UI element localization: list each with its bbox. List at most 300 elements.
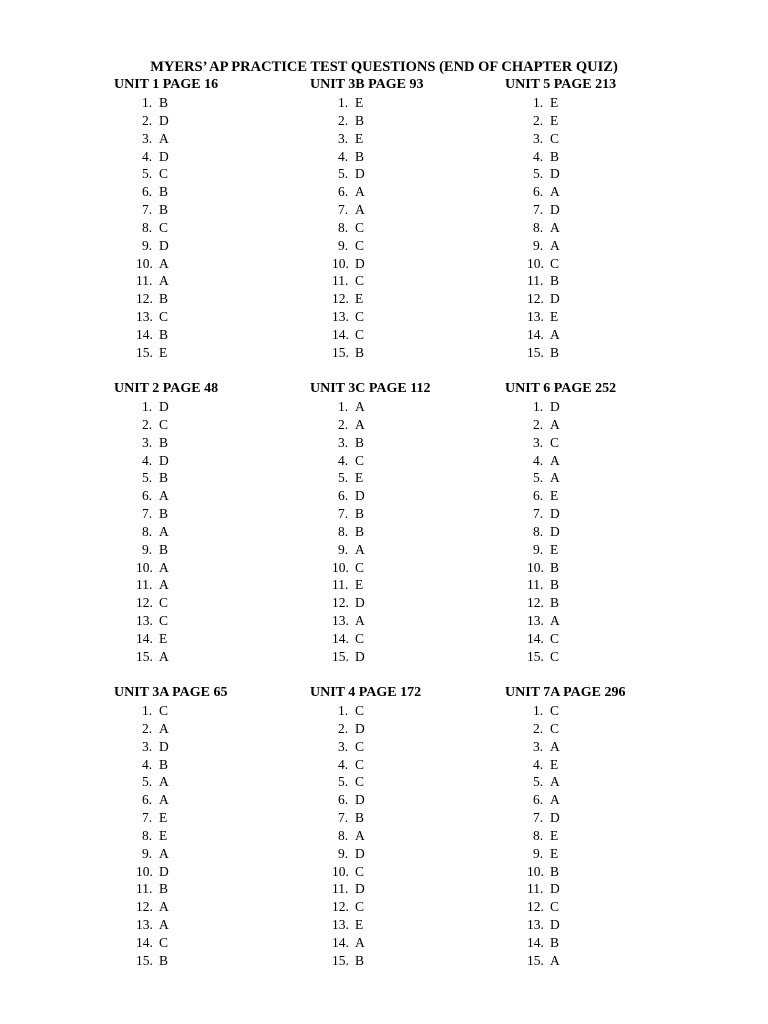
answer-row [505, 559, 695, 577]
answer-row [310, 738, 500, 756]
question-number: 15. [332, 952, 349, 968]
answer-letter: D [355, 881, 365, 897]
answer-letter: C [550, 703, 560, 718]
answer-row [114, 720, 304, 738]
answer-letter: D [355, 792, 365, 808]
question-number: 4. [142, 452, 153, 468]
answer-letter: E [550, 112, 559, 128]
answer-letter: B [159, 470, 169, 486]
answer-row [114, 398, 304, 416]
answer-row [310, 756, 500, 774]
answer-letter: D [159, 399, 169, 414]
question-number: 3. [338, 434, 349, 450]
answer-letter: E [355, 577, 364, 593]
answer-row [310, 434, 500, 452]
answer-section-unit-6 [505, 380, 695, 666]
answer-row [505, 183, 695, 201]
question-number: 5. [338, 166, 349, 182]
question-number: 13. [527, 613, 544, 629]
question-number: 2. [338, 416, 349, 432]
question-number: 8. [142, 219, 153, 235]
question-number: 11. [136, 273, 153, 289]
question-number: 7. [533, 810, 544, 826]
answer-letter: B [550, 148, 560, 164]
answer-letter: A [159, 720, 169, 736]
question-number: 1. [142, 399, 153, 414]
answer-letter: E [550, 756, 559, 772]
answer-letter: C [159, 166, 169, 182]
answer-row [310, 452, 500, 470]
question-number: 12. [136, 595, 153, 611]
answer-letter: D [550, 917, 560, 933]
question-number: 5. [142, 774, 153, 790]
answer-row [114, 255, 304, 273]
answer-row [114, 487, 304, 505]
answer-letter: A [355, 399, 365, 414]
question-number: 12. [527, 899, 544, 915]
question-number: 3. [533, 130, 544, 146]
answer-letter: D [355, 720, 365, 736]
answer-letter: A [355, 827, 365, 843]
section-heading: UNIT 2 PAGE 48 [114, 381, 219, 396]
answer-row [505, 594, 695, 612]
answer-row [114, 523, 304, 541]
answer-row [505, 201, 695, 219]
answer-letter: B [550, 559, 560, 575]
answer-row [505, 791, 695, 809]
answer-letter: C [550, 255, 560, 271]
answer-row [505, 934, 695, 952]
answer-letter: A [355, 613, 365, 629]
question-number: 14. [527, 630, 544, 646]
question-number: 7. [142, 506, 153, 522]
answer-letter: B [355, 506, 365, 522]
question-number: 12. [527, 595, 544, 611]
answer-row [114, 165, 304, 183]
section-heading: UNIT 7A PAGE 296 [505, 685, 626, 700]
answer-row [505, 112, 695, 130]
question-number: 2. [142, 720, 153, 736]
question-number: 3. [338, 130, 349, 146]
question-number: 9. [533, 541, 544, 557]
answer-section-unit-4 [310, 684, 500, 970]
answer-letter: C [355, 273, 365, 289]
question-number: 11. [136, 881, 153, 897]
answer-letter: C [355, 559, 365, 575]
question-number: 4. [142, 756, 153, 772]
answer-row [505, 308, 695, 326]
answer-row [114, 416, 304, 434]
answer-row [310, 148, 500, 166]
answer-row [505, 576, 695, 594]
answer-row [310, 255, 500, 273]
answer-letter: A [159, 255, 169, 271]
answer-row [310, 308, 500, 326]
answer-letter: D [159, 237, 169, 253]
answer-row [505, 612, 695, 630]
question-number: 5. [533, 774, 544, 790]
answer-row [310, 720, 500, 738]
section-heading: UNIT 6 PAGE 252 [505, 381, 617, 396]
answer-row [310, 791, 500, 809]
answer-row [505, 344, 695, 362]
question-number: 10. [527, 255, 544, 271]
question-number: 12. [332, 899, 349, 915]
answer-row [310, 702, 500, 720]
answer-letter: A [550, 792, 560, 808]
question-number: 9. [142, 237, 153, 253]
answer-letter: C [159, 219, 169, 235]
answer-row [505, 326, 695, 344]
answer-letter: D [550, 881, 560, 897]
answer-letter: A [159, 845, 169, 861]
question-number: 1. [533, 703, 544, 718]
question-number: 5. [142, 166, 153, 182]
answer-letter: A [159, 523, 169, 539]
answer-row [114, 702, 304, 720]
answer-row [310, 165, 500, 183]
answer-row [310, 952, 500, 970]
question-number: 5. [533, 166, 544, 182]
answer-row [310, 487, 500, 505]
answer-row [505, 845, 695, 863]
answer-row [310, 630, 500, 648]
answer-letter: C [355, 309, 365, 325]
answer-row [114, 576, 304, 594]
answer-letter: A [550, 774, 560, 790]
question-number: 14. [332, 326, 349, 342]
question-number: 4. [533, 148, 544, 164]
answer-row [310, 916, 500, 934]
question-number: 1. [338, 703, 349, 718]
question-number: 5. [533, 470, 544, 486]
answer-letter: B [550, 595, 560, 611]
answer-letter: E [355, 470, 364, 486]
answer-row [114, 559, 304, 577]
answer-letter: D [550, 291, 560, 307]
answer-row [310, 773, 500, 791]
answer-row [505, 630, 695, 648]
answer-row [114, 308, 304, 326]
answer-letter: E [355, 917, 364, 933]
answer-letter: D [159, 863, 169, 879]
question-number: 3. [338, 738, 349, 754]
question-number: 15. [332, 648, 349, 664]
answer-row [505, 738, 695, 756]
answer-row [505, 756, 695, 774]
answer-letter: D [550, 166, 560, 182]
answer-letter: A [159, 774, 169, 790]
question-number: 5. [338, 470, 349, 486]
answer-row [114, 612, 304, 630]
answer-row [505, 952, 695, 970]
answer-letter: E [550, 95, 559, 110]
answer-row [310, 559, 500, 577]
answer-letter: C [355, 219, 365, 235]
answer-letter: D [355, 488, 365, 504]
question-number: 11. [527, 273, 544, 289]
answer-letter: A [355, 184, 365, 200]
answer-letter: C [159, 934, 169, 950]
answer-letter: A [550, 237, 560, 253]
question-number: 2. [338, 720, 349, 736]
question-number: 10. [332, 559, 349, 575]
question-number: 2. [533, 416, 544, 432]
answer-letter: E [355, 291, 364, 307]
answer-row [114, 630, 304, 648]
answer-row [114, 827, 304, 845]
answer-letter: B [159, 756, 169, 772]
answer-letter: C [355, 703, 365, 718]
answer-row [505, 505, 695, 523]
question-number: 4. [338, 452, 349, 468]
answer-row [114, 148, 304, 166]
answer-letter: C [550, 630, 560, 646]
question-number: 1. [142, 703, 153, 718]
answer-section-unit-5 [505, 76, 695, 362]
question-number: 14. [136, 326, 153, 342]
answer-row [114, 183, 304, 201]
question-number: 6. [533, 184, 544, 200]
question-number: 3. [533, 434, 544, 450]
question-number: 7. [338, 202, 349, 218]
answer-letter: E [159, 827, 168, 843]
question-number: 11. [332, 881, 349, 897]
answer-letter: E [550, 827, 559, 843]
answer-row [114, 237, 304, 255]
answer-row [310, 863, 500, 881]
answer-row [505, 880, 695, 898]
answer-letter: D [355, 648, 365, 664]
answer-row [310, 827, 500, 845]
answer-letter: A [355, 416, 365, 432]
question-number: 7. [338, 810, 349, 826]
answer-row [114, 594, 304, 612]
section-heading: UNIT 3B PAGE 93 [310, 77, 424, 92]
answer-row [505, 434, 695, 452]
answer-row [310, 237, 500, 255]
answer-row [505, 720, 695, 738]
answer-row [310, 290, 500, 308]
question-number: 9. [338, 237, 349, 253]
question-number: 10. [136, 255, 153, 271]
question-number: 14. [527, 934, 544, 950]
answer-letter: A [550, 613, 560, 629]
answer-letter: A [550, 738, 560, 754]
section-heading: UNIT 1 PAGE 16 [114, 77, 219, 92]
question-number: 6. [142, 792, 153, 808]
answer-letter: D [159, 452, 169, 468]
answer-row [505, 148, 695, 166]
answer-row [114, 201, 304, 219]
question-number: 13. [332, 917, 349, 933]
question-number: 14. [527, 326, 544, 342]
answer-letter: D [355, 255, 365, 271]
question-number: 11. [136, 577, 153, 593]
answer-letter: A [355, 202, 365, 218]
answer-letter: B [159, 291, 169, 307]
section-heading: UNIT 5 PAGE 213 [505, 77, 617, 92]
page-title: MYERS’ AP PRACTICE TEST QUESTIONS (END OF CHAPTER QUIZ) [150, 59, 618, 75]
answer-row [310, 219, 500, 237]
question-number: 3. [142, 738, 153, 754]
answer-row [505, 541, 695, 559]
answer-row [505, 702, 695, 720]
answer-letter: B [550, 577, 560, 593]
question-number: 13. [136, 309, 153, 325]
answer-row [310, 94, 500, 112]
question-number: 10. [136, 863, 153, 879]
answer-row [505, 648, 695, 666]
answer-row [310, 809, 500, 827]
question-number: 15. [527, 648, 544, 664]
answer-row [505, 94, 695, 112]
answer-letter: C [159, 613, 169, 629]
answer-letter: A [355, 541, 365, 557]
question-number: 4. [142, 148, 153, 164]
answer-row [310, 398, 500, 416]
answer-letter: B [159, 434, 169, 450]
question-number: 13. [136, 917, 153, 933]
answer-letter: C [355, 756, 365, 772]
answer-row [505, 487, 695, 505]
answer-row [114, 880, 304, 898]
answer-row [114, 452, 304, 470]
answer-row [505, 863, 695, 881]
answer-row [114, 809, 304, 827]
answer-list [310, 398, 500, 666]
answer-row [505, 452, 695, 470]
answer-letter: B [159, 541, 169, 557]
question-number: 2. [338, 112, 349, 128]
answer-letter: B [159, 202, 169, 218]
question-number: 12. [527, 291, 544, 307]
answer-row [310, 576, 500, 594]
answer-letter: A [159, 577, 169, 593]
answer-row [505, 523, 695, 541]
answer-letter: A [159, 488, 169, 504]
answer-row [505, 916, 695, 934]
question-number: 10. [527, 863, 544, 879]
answer-row [505, 416, 695, 434]
answer-letter: C [355, 738, 365, 754]
question-number: 9. [338, 541, 349, 557]
answer-letter: B [550, 344, 560, 360]
answer-row [114, 94, 304, 112]
answer-row [310, 845, 500, 863]
answer-row [310, 344, 500, 362]
answer-row [505, 272, 695, 290]
question-number: 8. [338, 523, 349, 539]
question-number: 2. [533, 720, 544, 736]
question-number: 9. [142, 541, 153, 557]
answer-list [114, 398, 304, 666]
answer-letter: C [550, 434, 560, 450]
answer-letter: C [159, 595, 169, 611]
answer-letter: B [159, 881, 169, 897]
answer-row [310, 112, 500, 130]
answer-row [114, 898, 304, 916]
answer-row [114, 290, 304, 308]
answer-row [310, 523, 500, 541]
answer-row [114, 648, 304, 666]
answer-row [310, 416, 500, 434]
answer-letter: C [355, 774, 365, 790]
answer-letter: B [355, 952, 365, 968]
answer-letter: B [159, 326, 169, 342]
answer-row [114, 272, 304, 290]
question-number: 2. [533, 112, 544, 128]
answer-section-unit-3b [310, 76, 500, 362]
answer-letter: D [550, 399, 560, 414]
answer-row [114, 112, 304, 130]
answer-letter: B [355, 810, 365, 826]
answer-row [310, 541, 500, 559]
question-number: 13. [527, 309, 544, 325]
answer-list [310, 702, 500, 970]
answer-letter: A [159, 273, 169, 289]
answer-row [114, 469, 304, 487]
question-number: 7. [142, 202, 153, 218]
question-number: 15. [136, 952, 153, 968]
answer-section-unit-2 [114, 380, 304, 666]
answer-row [505, 255, 695, 273]
question-number: 9. [533, 237, 544, 253]
answer-letter: A [550, 219, 560, 235]
answer-letter: A [550, 184, 560, 200]
answer-letter: D [159, 738, 169, 754]
answer-row [114, 934, 304, 952]
answer-row [310, 612, 500, 630]
answer-letter: A [550, 452, 560, 468]
answer-row [310, 594, 500, 612]
answer-letter: D [159, 112, 169, 128]
answer-letter: C [550, 899, 560, 915]
answer-letter: E [159, 810, 168, 826]
answer-row [114, 219, 304, 237]
answer-letter: C [355, 863, 365, 879]
answer-row [310, 183, 500, 201]
answer-letter: C [550, 648, 560, 664]
question-number: 4. [338, 148, 349, 164]
answer-row [505, 469, 695, 487]
answer-row [310, 880, 500, 898]
answer-letter: C [355, 326, 365, 342]
question-number: 15. [527, 344, 544, 360]
answer-row [114, 863, 304, 881]
question-number: 13. [332, 613, 349, 629]
question-number: 11. [527, 881, 544, 897]
question-number: 6. [338, 488, 349, 504]
question-number: 6. [338, 792, 349, 808]
section-heading: UNIT 3C PAGE 112 [310, 381, 431, 396]
answer-row [310, 272, 500, 290]
answer-letter: D [159, 148, 169, 164]
answer-letter: A [550, 952, 560, 968]
question-number: 3. [533, 738, 544, 754]
answer-letter: B [159, 506, 169, 522]
question-number: 1. [533, 95, 544, 110]
answer-row [114, 434, 304, 452]
answer-row [114, 791, 304, 809]
question-number: 4. [338, 756, 349, 772]
answer-row [114, 773, 304, 791]
answer-letter: B [550, 934, 560, 950]
answer-letter: E [159, 630, 168, 646]
question-number: 14. [332, 630, 349, 646]
section-heading: UNIT 4 PAGE 172 [310, 685, 422, 700]
question-number: 2. [142, 416, 153, 432]
